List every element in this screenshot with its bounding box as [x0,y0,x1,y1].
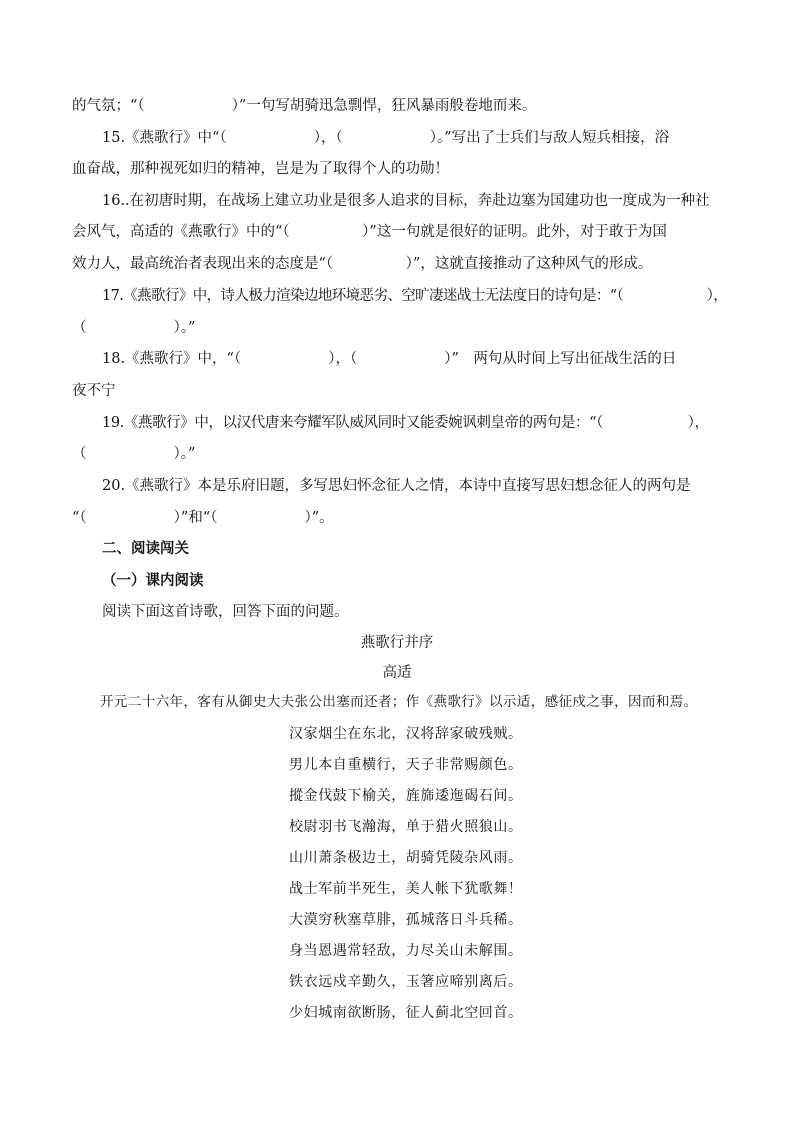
reading-instruction: 阅读下面这首诗歌，回答下面的问题。 [102,604,349,620]
question-19: 19.《燕歌行》中，以汉代唐来夸耀军队威风同时又能委婉讽刺皇帝的两句是：“（ ）， [102,415,709,431]
poem-line: 铁衣远戍辛勤久，玉箸应啼别离后。 [289,974,523,990]
question-17-continuation: （ ）。” [72,320,196,336]
poem-line: 校尉羽书飞瀚海，单于猎火照狼山。 [289,819,523,835]
section-heading: 二、阅读闯关 [102,540,189,557]
question-14-tail: 的气氛；“（ ）”一句写胡骑迅急剽悍，狂风暴雨般卷地而来。 [72,98,537,114]
question-17: 17.《燕歌行》中，诗人极力渲染边地环境恶劣、空旷凄迷战士无法度日的诗句是：“（ ）， [102,288,728,304]
question-16-continuation-2: 效力人，最高统治者表现出来的态度是“（ ）”，这就直接推动了这种风气的形成。 [72,256,653,272]
poem-line: 大漠穷秋塞草腓，孤城落日斗兵稀。 [289,912,523,928]
poem-author: 高适 [382,665,412,681]
question-15-continuation: 血奋战，那种视死如归的精神，岂是为了取得个人的功勋！ [72,161,449,177]
poem-line: 少妇城南欲断肠，征人蓟北空回首。 [289,1005,523,1021]
question-20-continuation: “（ ）”和“（ ）”。 [72,510,334,526]
poem-title: 燕歌行并序 [360,635,434,651]
sub-section-heading: （一）课内阅读 [102,572,204,589]
question-18-continuation: 夜不宁 [72,383,116,399]
question-19-continuation: （ ）。” [72,446,196,462]
question-16: 16..在初唐时期，在战场上建立功业是很多人追求的目标，奔赴边塞为国建功也一度成为一种社 [102,193,710,209]
poem-line: 战士军前半死生，美人帐下犹歌舞！ [289,881,523,897]
poem-line: 山川萧条极边土，胡骑凭陵杂风雨。 [289,850,523,866]
question-18: 18.《燕歌行》中，“（ ），（ ）” 两句从时间上写出征战生活的日 [102,351,677,367]
poem-line: 身当恩遇常轻敌，力尽关山未解围。 [289,943,523,959]
poem-line: 汉家烟尘在东北，汉将辞家破残贼。 [289,726,523,742]
question-15: 15.《燕歌行》中“（ ），（ ）。”写出了士兵们与敌人短兵相接，浴 [102,130,670,146]
poem-line: 摐金伐鼓下榆关，旌旆逶迤碣石间。 [289,788,523,804]
question-16-continuation-1: 会风气，高适的《燕歌行》中的“（ ）”这一句就是很好的证明。此外，对于敢于为国 [72,224,667,240]
poem-preface: 开元二十六年，客有从御史大夫张公出塞而还者；作《燕歌行》以示适，感征戍之事，因而和焉。 [100,694,698,710]
question-20: 20.《燕歌行》本是乐府旧题，多写思妇怀念征人之情，本诗中直接写思妇想念征人的两句是 [102,478,691,494]
poem-line: 男儿本自重横行，天子非常赐颜色。 [289,757,523,773]
